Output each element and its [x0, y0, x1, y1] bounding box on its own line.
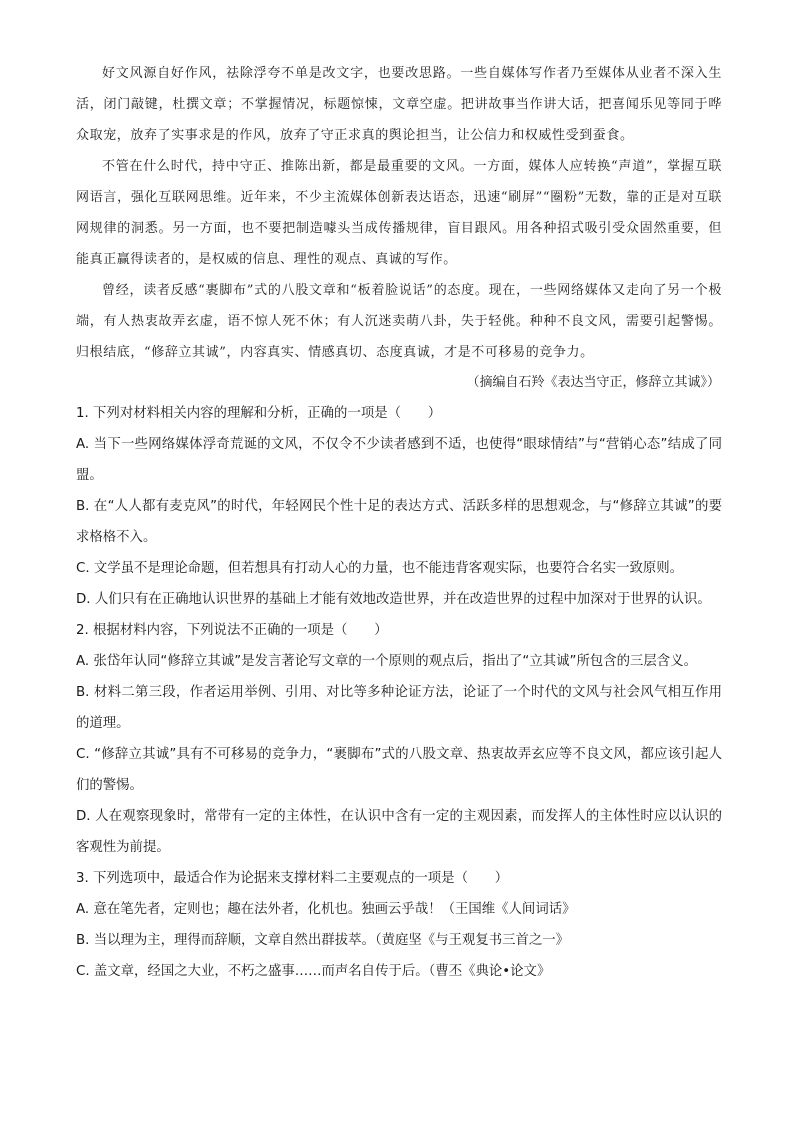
- question-option-b: B. 在“人人都有麦克风”的时代，年轻网民个性十足的表达方式、活跃多样的思想观念，与“修辞立其诚”的要求格格不入。: [76, 499, 722, 545]
- question-option-b: B. 当以理为主，理得而辞顺，文章自然出群拔萃。（黄庭坚《与王观复书三首之一》: [76, 933, 570, 948]
- reading-passage: [76, 58, 722, 368]
- question-option-d: D. 人在观察现象时，常带有一定的主体性，在认识中含有一定的主观因素，而发挥人的主体性时应以认识的客观性为前提。: [76, 809, 722, 855]
- passage-paragraph-1: 好文风源自好作风，祛除浮夸不单是改文字，也要改思路。一些自媒体写作者乃至媒体从业者不深入生活，闭门敲键，杜撰文章；不掌握情况，标题惊悚，文章空虚。把讲故事当作讲大话，把喜闻乐见等同于哗众取宠，放弃了实事求是的作风，放弃了守正求真的舆论担当，让公信力和权威性受到蚕食。: [76, 66, 722, 143]
- question-list: [76, 398, 722, 987]
- question-stem: 3. 下列选项中，最适合作为论据来支撑材料二主要观点的一项是（ ）: [76, 871, 509, 886]
- question-option-b: B. 材料二第三段，作者运用举例、引用、对比等多种论证方法，论证了一个时代的文风与社会风气相互作用的道理。: [76, 685, 722, 731]
- passage-paragraph-2: 不管在什么时代，持中守正、推陈出新，都是最重要的文风。一方面，媒体人应转换“声道”，掌握互联网语言，强化互联网思维。近年来，不少主流媒体创新表达语态，迅速“刷屏”“圈粉”无数，靠的正是对互联网规律的洞悉。另一方面，也不要把制造噱头当成传播规律，盲目跟风。用各种招式吸引受众固然重要，但能真正赢得读者的，是权威的信息、理性的观点、真诚的写作。: [76, 159, 722, 267]
- question-1: [76, 398, 722, 615]
- question-option-a: A. 意在笔先者，定则也；趣在法外者，化机也。独画云乎哉！（王国维《人间词话》: [76, 902, 576, 917]
- question-3: [76, 863, 722, 987]
- question-stem: 2. 根据材料内容，下列说法不正确的一项是（ ）: [76, 623, 388, 638]
- question-option-c: C. “修辞立其诚”具有不可移易的竞争力，“裹脚布”式的八股文章、热衷故弄玄应等不良文风，都应该引起人们的警惕。: [76, 747, 722, 793]
- question-2: [76, 615, 722, 863]
- question-option-c: C. 盖文章，经国之大业，不朽之盛事……而声名自传于后。（曹丕《典论•论文》: [76, 964, 551, 979]
- question-option-d: D. 人们只有在正确地认识世界的基础上才能有效地改造世界，并在改造世界的过程中加深对于世界的认识。: [76, 592, 711, 607]
- question-option-a: A. 张岱年认同“修辞立其诚”是发言著论写文章的一个原则的观点后，指出了“立其诚”所包含的三层含义。: [76, 654, 697, 669]
- question-option-a: A. 当下一些网络媒体浮奇荒诞的文风，不仅令不少读者感到不适，也使得“眼球情结”与“营销心态”结成了同盟。: [76, 437, 722, 483]
- passage-source: （摘编自石羚《表达当守正，修辞立其诚》）: [466, 375, 720, 390]
- passage-paragraph-3: 曾经，读者反感“裹脚布”式的八股文章和“板着脸说话”的态度。现在，一些网络媒体又走向了另一个极端，有人热衷故弄玄虚，语不惊人死不休；有人沉迷卖萌八卦，失于轻佻。种种不良文风，需要引起警惕。归根结底，“修辞立其诚”，内容真实、情感真切、态度真诚，才是不可移易的竞争力。: [76, 283, 722, 360]
- question-stem: 1. 下列对材料相关内容的理解和分析，正确的一项是（ ）: [76, 406, 442, 421]
- question-option-c: C. 文学虽不是理论命题，但若想具有打动人心的力量，也不能违背客观实际，也要符合名实一致原则。: [76, 561, 684, 576]
